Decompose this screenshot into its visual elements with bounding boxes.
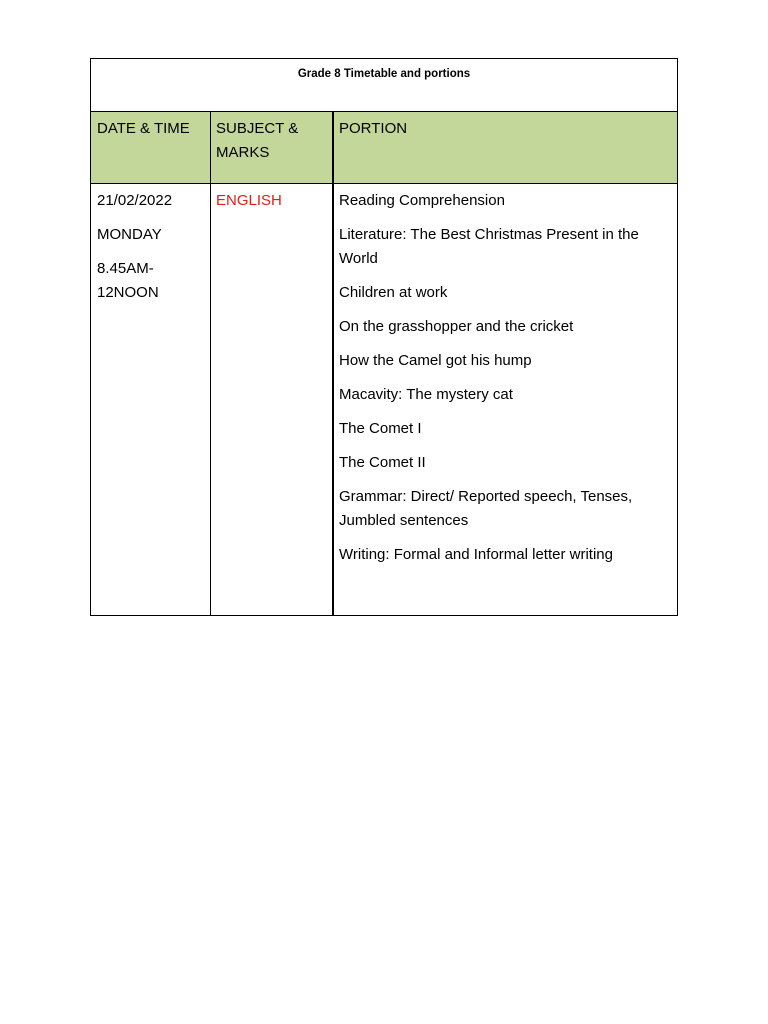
- exam-day: MONDAY: [97, 226, 162, 243]
- portion-item: On the grasshopper and the cricket: [339, 318, 574, 335]
- portion-item: The Comet II: [339, 454, 426, 471]
- date-time-cell: [91, 189, 210, 315]
- portion-item: How the Camel got his hump: [339, 352, 532, 369]
- subject-name: ENGLISH: [216, 192, 282, 209]
- header-portion: PORTION: [339, 120, 408, 137]
- header-date-time: DATE & TIME: [97, 120, 190, 137]
- header-subject-marks: SUBJECT & MARKS: [216, 120, 299, 161]
- portion-item: The Comet I: [339, 420, 422, 437]
- timetable: [90, 58, 678, 616]
- title-row: [91, 59, 677, 112]
- portion-item: Writing: Formal and Informal letter writing: [339, 546, 613, 563]
- portion-item: Children at work: [339, 284, 448, 301]
- portion-cell: [333, 189, 677, 577]
- column-divider: [332, 112, 334, 615]
- exam-date: 21/02/2022: [97, 192, 173, 209]
- portion-item: Macavity: The mystery cat: [339, 386, 513, 403]
- exam-time: 8.45AM-12NOON: [97, 260, 159, 301]
- subject-cell: [210, 189, 333, 223]
- table-row: [91, 184, 677, 615]
- portion-item: Reading Comprehension: [339, 192, 505, 209]
- portion-item: Literature: The Best Christmas Present in the World: [339, 226, 639, 267]
- header-row: [91, 112, 677, 184]
- timetable-title: Grade 8 Timetable and portions: [297, 68, 471, 80]
- column-divider: [210, 112, 211, 615]
- portion-item: Grammar: Direct/ Reported speech, Tenses, Jumbled sentences: [339, 488, 633, 529]
